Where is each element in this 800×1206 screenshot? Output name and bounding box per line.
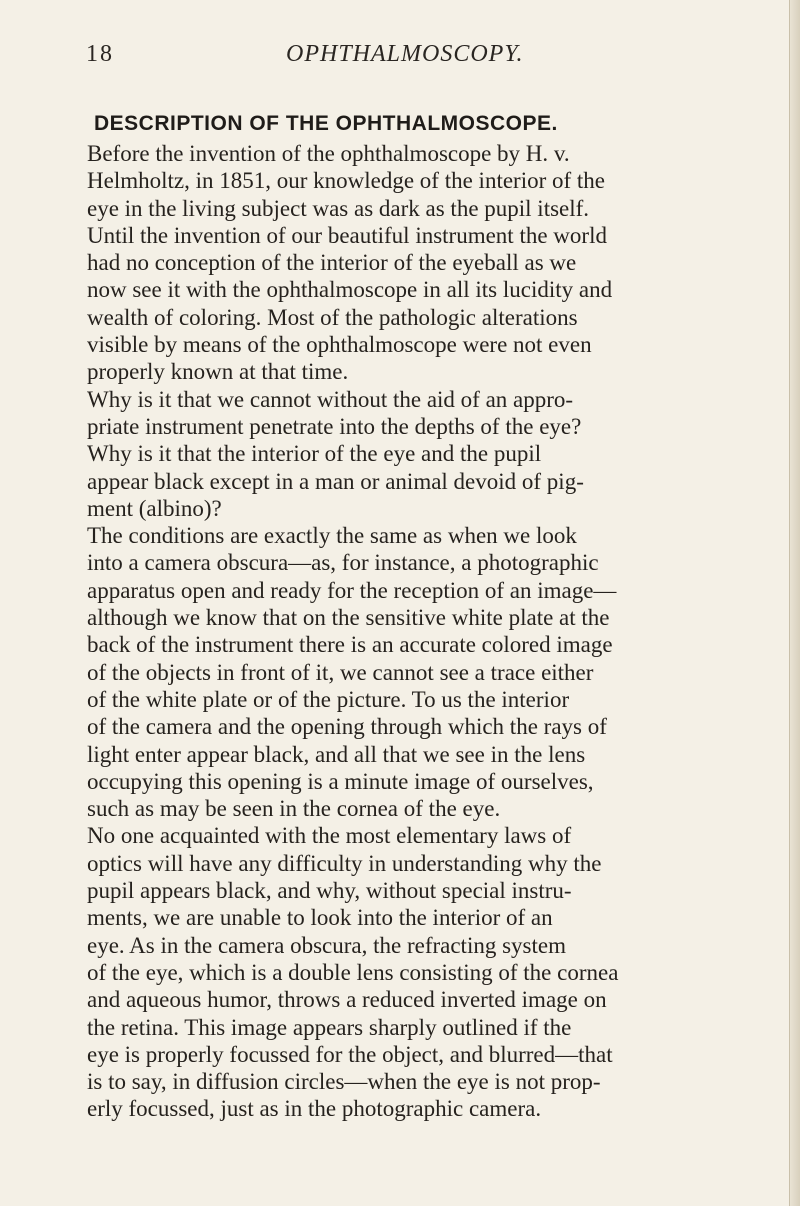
page-edge bbox=[789, 0, 800, 1206]
page-number: 18 bbox=[86, 41, 114, 67]
text-line: Why is it that the interior of the eye and the pupil bbox=[87, 441, 542, 467]
text-line: ments, we are unable to look into the interior of an bbox=[87, 905, 553, 931]
text-line: occupying this opening is a minute image of ourselves, bbox=[87, 768, 594, 794]
text-line: eye is properly focussed for the object, and blurred—that bbox=[87, 1041, 613, 1067]
text-line: No one acquainted with the most elementary laws of bbox=[87, 823, 572, 849]
section-heading: DESCRIPTION OF THE OPHTHALMOSCOPE. bbox=[94, 112, 558, 135]
text-line: eye in the living subject was as dark as the pupil itself. bbox=[87, 195, 590, 221]
text-line: apparatus open and ready for the reception of an image— bbox=[87, 577, 617, 603]
text-line: light enter appear black, and all that we see in the lens bbox=[87, 741, 586, 767]
text-line: back of the instrument there is an accurate colored image bbox=[87, 632, 613, 658]
text-line: wealth of coloring. Most of the pathologic alterations bbox=[87, 304, 578, 330]
text-line: the retina. This image appears sharply outlined if the bbox=[87, 1014, 572, 1040]
text-line: optics will have any difficulty in understanding why the bbox=[87, 850, 602, 876]
text-line: such as may be seen in the cornea of the eye. bbox=[87, 796, 501, 822]
text-line: erly focussed, just as in the photographic camera. bbox=[87, 1096, 542, 1122]
running-head bbox=[86, 41, 736, 75]
text-line: pupil appears black, and why, without special instru- bbox=[87, 878, 572, 904]
text-line: of the white plate or of the picture. To us the interior bbox=[87, 686, 570, 712]
text-line: of the camera and the opening through which the rays of bbox=[87, 714, 607, 740]
running-title: OPHTHALMOSCOPY. bbox=[286, 41, 524, 67]
text-line: Why is it that we cannot without the aid of an appro- bbox=[87, 386, 574, 412]
text-line: Helmholtz, in 1851, our knowledge of the interior of the bbox=[87, 168, 606, 194]
text-line: priate instrument penetrate into the depths of the eye? bbox=[87, 413, 582, 439]
body-text bbox=[87, 140, 717, 1123]
text-line: properly known at that time. bbox=[87, 359, 349, 385]
text-line: of the objects in front of it, we cannot see a trace either bbox=[87, 659, 594, 685]
text-line: Until the invention of our beautiful instrument the world bbox=[87, 222, 607, 248]
text-line: is to say, in diffusion circles—when the eye is not prop- bbox=[87, 1069, 601, 1095]
text-line: and aqueous humor, throws a reduced inverted image on bbox=[87, 987, 607, 1013]
text-line: of the eye, which is a double lens consisting of the cornea bbox=[87, 959, 619, 985]
text-line: visible by means of the ophthalmoscope were not even bbox=[87, 332, 592, 358]
text-line: appear black except in a man or animal devoid of pig- bbox=[87, 468, 584, 494]
text-line: although we know that on the sensitive white plate at the bbox=[87, 605, 610, 631]
text-line: The conditions are exactly the same as when we look bbox=[87, 523, 577, 549]
text-line: ment (albino)? bbox=[87, 495, 222, 521]
text-line: now see it with the ophthalmoscope in all its lucidity and bbox=[87, 277, 613, 303]
text-line: into a camera obscura—as, for instance, a photographic bbox=[87, 550, 599, 576]
text-line: had no conception of the interior of the eyeball as we bbox=[87, 250, 577, 276]
text-line: eye. As in the camera obscura, the refracting system bbox=[87, 932, 566, 958]
text-line: Before the invention of the ophthalmoscope by H. v. bbox=[87, 141, 570, 166]
